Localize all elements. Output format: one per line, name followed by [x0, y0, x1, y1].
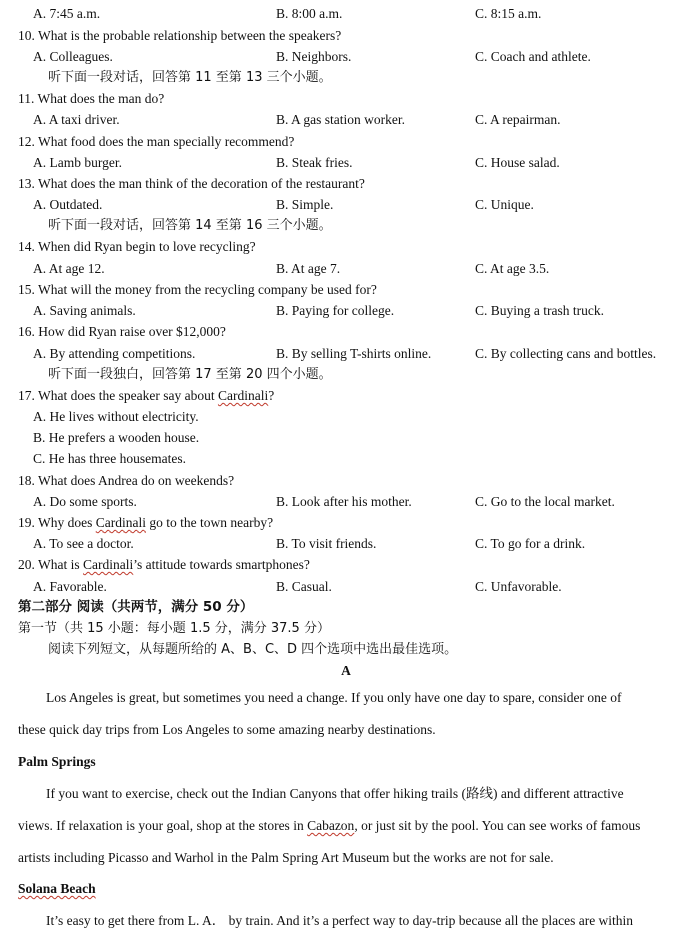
options-row [0, 194, 692, 215]
option-b: B. Neighbors. [276, 49, 352, 64]
listening-instruction: 听下面一段独白，回答第 17 至第 20 四个小题。 [48, 367, 332, 382]
question-text: 12. What food does the man specially recommend? [18, 134, 295, 149]
part-title: 第二部分 阅读（共两节，满分 50 分） [18, 599, 254, 615]
spellcheck-word: Cardinali [95, 515, 146, 530]
instruction-text: 阅读下列短文，从每题所给的 A、B、C、D 四个选项中选出最佳选项。 [48, 642, 458, 657]
option-c: C. Unfavorable. [475, 579, 562, 594]
instruction-row [0, 364, 692, 385]
option-a: A. A taxi driver. [33, 112, 120, 127]
question-text: 10. What is the probable relationship between the speakers? [18, 28, 342, 43]
passage-line [0, 783, 692, 804]
heading-palm-springs: Palm Springs [18, 754, 96, 769]
options-row [0, 576, 692, 597]
option-a: A. Outdated. [33, 197, 103, 212]
question-row [0, 470, 692, 491]
question-text [18, 512, 273, 533]
options-row [0, 46, 692, 67]
passage-line [0, 847, 692, 868]
option-b: B. Steak fries. [276, 155, 353, 170]
option-b: B. By selling T-shirts online. [276, 346, 432, 361]
question-row [0, 279, 692, 300]
listening-instruction: 听下面一段对话，回答第 11 至第 13 三个小题。 [48, 70, 332, 85]
option-a: A. To see a doctor. [33, 536, 134, 551]
option-a: A. Do some sports. [33, 494, 137, 509]
question-row [0, 88, 692, 109]
listening-instruction: 听下面一段对话，回答第 14 至第 16 三个小题。 [48, 218, 332, 233]
question-text: 14. When did Ryan begin to love recycling? [18, 239, 256, 254]
text-fragment: ’s attitude towards smartphones? [133, 557, 310, 572]
passage-letter-row [0, 660, 692, 681]
option-a: A. 7:45 a.m. [33, 6, 101, 21]
passage-text [18, 815, 680, 836]
section-title-row [0, 597, 692, 618]
option-b: B. Look after his mother. [276, 494, 412, 509]
question-text [18, 554, 310, 575]
options-row [0, 300, 692, 321]
question-text: 11. What does the man do? [18, 91, 165, 106]
option-c: C. Coach and athlete. [475, 49, 591, 64]
options-row [0, 3, 692, 24]
passage-text: artists including Picasso and Warhol in the Palm Spring Art Museum but the works are not for sale. [18, 850, 554, 865]
passage-line [0, 687, 692, 708]
question-row [0, 131, 692, 152]
option-b: B. A gas station worker. [276, 112, 405, 127]
passage-heading-row [0, 751, 692, 772]
spellcheck-word: Cabazon [307, 818, 355, 833]
question-row [0, 321, 692, 342]
question-text: 15. What will the money from the recycling company be used for? [18, 282, 377, 297]
option-a: A. At age 12. [33, 261, 105, 276]
option-c: C. At age 3.5. [475, 261, 550, 276]
heading-solana-beach: Solana Beach [18, 881, 96, 896]
passage-text: If you want to exercise, check out the Indian Canyons that offer hiking trails (路线) and different attractive [46, 786, 624, 801]
option-text: B. He prefers a wooden house. [33, 430, 200, 445]
passage-line [0, 815, 692, 836]
subsection-row [0, 618, 692, 639]
option-row [0, 427, 692, 448]
question-text [18, 385, 274, 406]
passage-line [0, 719, 692, 740]
option-c: C. Unique. [475, 197, 534, 212]
options-row [0, 343, 692, 364]
text-fragment: 17. What does the speaker say about [18, 388, 218, 403]
spellcheck-word: Cardinali [217, 388, 269, 403]
option-a: A. Lamb burger. [33, 155, 122, 170]
instruction-row [0, 639, 692, 660]
option-b: B. Casual. [276, 579, 332, 594]
option-b: B. Simple. [276, 197, 334, 212]
option-a: A. By attending competitions. [33, 346, 196, 361]
options-row [0, 491, 692, 512]
passage-letter: A [341, 663, 351, 678]
question-row [0, 236, 692, 257]
text-fragment: ? [268, 388, 275, 403]
subsection-title: 第一节（共 15 小题：每小题 1.5 分，满分 37.5 分） [18, 621, 330, 636]
option-a: A. Saving animals. [33, 303, 136, 318]
text-fragment: , or just sit by the pool. You can see works of famous [354, 818, 641, 833]
option-b: B. At age 7. [276, 261, 341, 276]
text-fragment: go to the town nearby? [146, 515, 274, 530]
option-c: C. 8:15 a.m. [475, 6, 542, 21]
passage-text: Los Angeles is great, but sometimes you need a change. If you only have one day to spare, consider one of [46, 690, 622, 705]
passage-text: It’s easy to get there from L. A． by train. And it’s a perfect way to day-trip because all the places are within [46, 913, 634, 928]
spellcheck-word: Cardinali [83, 557, 134, 572]
question-row [0, 554, 692, 575]
options-row [0, 533, 692, 554]
option-text: C. He has three housemates. [33, 451, 186, 466]
question-text: 18. What does Andrea do on weekends? [18, 473, 235, 488]
question-row [0, 173, 692, 194]
options-row [0, 152, 692, 173]
option-text: A. He lives without electricity. [33, 409, 199, 424]
option-c: C. Buying a trash truck. [475, 303, 604, 318]
options-row [0, 109, 692, 130]
option-a: A. Favorable. [33, 579, 107, 594]
passage-text: these quick day trips from Los Angeles to some amazing nearby destinations. [18, 722, 436, 737]
instruction-row [0, 215, 692, 236]
question-row [0, 25, 692, 46]
text-fragment: 19. Why does [18, 515, 96, 530]
text-fragment: 20. What is [18, 557, 83, 572]
option-row [0, 448, 692, 469]
option-c: C. By collecting cans and bottles. [475, 346, 657, 361]
question-row [0, 512, 692, 533]
option-c: C. House salad. [475, 155, 560, 170]
question-text: 16. How did Ryan raise over $12,000? [18, 324, 226, 339]
text-fragment: views. If relaxation is your goal, shop at the stores in [18, 818, 308, 833]
instruction-row [0, 67, 692, 88]
option-c: C. To go for a drink. [475, 536, 586, 551]
option-c: C. A repairman. [475, 112, 561, 127]
option-b: B. To visit friends. [276, 536, 377, 551]
passage-line [0, 910, 692, 931]
options-row [0, 258, 692, 279]
question-text: 13. What does the man think of the decoration of the restaurant? [18, 176, 365, 191]
option-b: B. Paying for college. [276, 303, 395, 318]
option-a: A. Colleagues. [33, 49, 113, 64]
option-c: C. Go to the local market. [475, 494, 615, 509]
option-b: B. 8:00 a.m. [276, 6, 343, 21]
option-row [0, 406, 692, 427]
passage-heading-row [0, 878, 692, 899]
question-row [0, 385, 692, 406]
